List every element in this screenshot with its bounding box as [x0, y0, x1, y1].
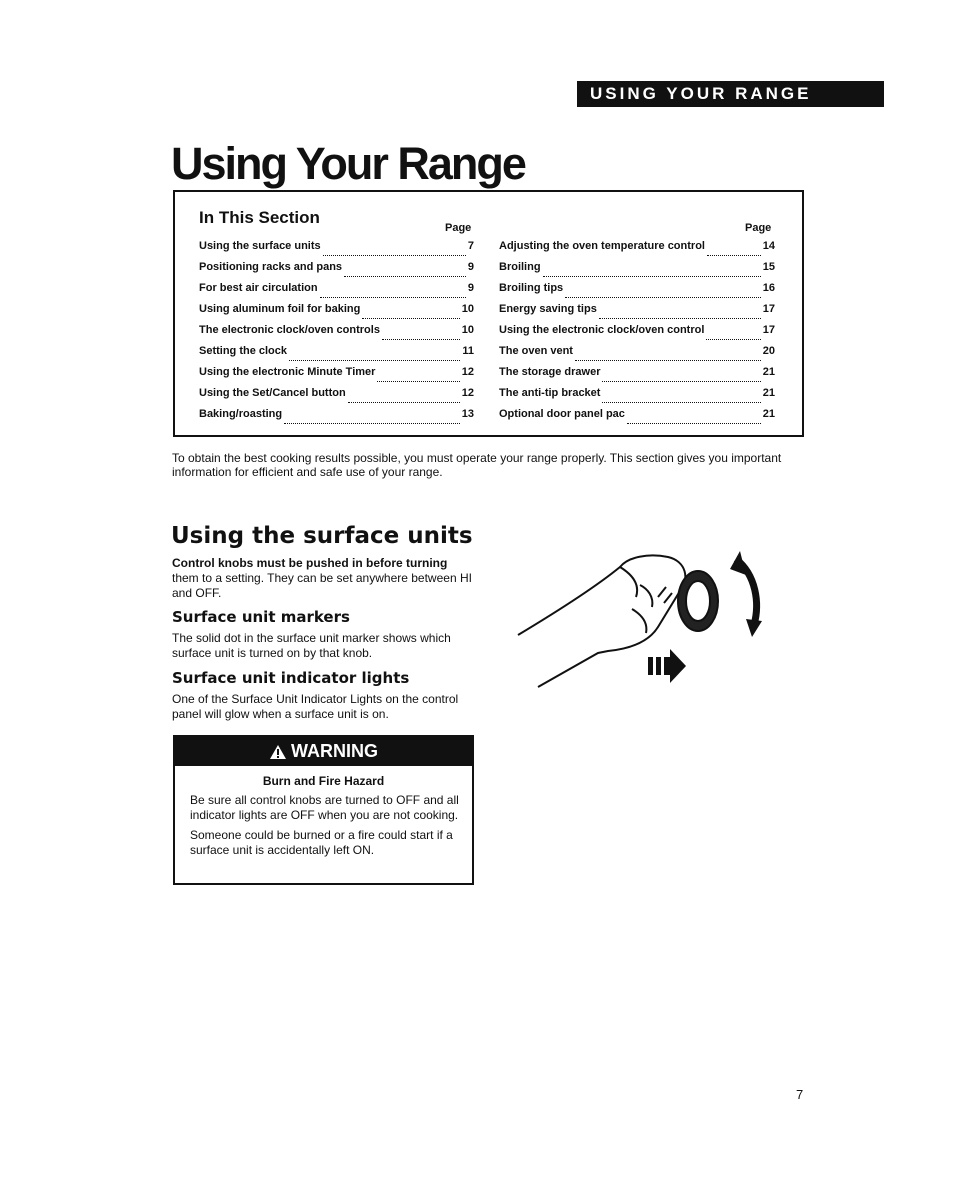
toc-item [499, 366, 775, 387]
toc-item-title: Using aluminum foil for baking [199, 303, 361, 315]
toc-dot-leader [344, 267, 466, 277]
toc-item-title: Setting the clock [199, 345, 288, 357]
section-tab: USING YOUR RANGE [577, 81, 884, 107]
toc-item-title: The storage drawer [499, 366, 601, 378]
toc-item-title: Using the surface units [199, 240, 321, 252]
toc-item-page: 9 [467, 261, 474, 273]
toc-dot-leader [706, 330, 760, 340]
toc-item-title: Energy saving tips [499, 303, 597, 315]
lights-text: One of the Surface Unit Indicator Lights on the control panel will glow when a surface unit is on. [172, 692, 459, 721]
warning-label: WARNING [291, 741, 378, 761]
toc-item-page: 11 [462, 345, 474, 357]
toc-item-title: Optional door panel pac [499, 408, 625, 420]
knob-instructions-lead: Control knobs must be pushed in before turning [172, 556, 448, 570]
toc-dot-leader [599, 309, 761, 319]
toc-dot-leader [543, 267, 761, 277]
toc-item-title: Baking/roasting [199, 408, 283, 420]
toc-item [499, 261, 775, 282]
warning-text-2: Someone could be burned or a fire could start if a surface unit is accidentally left ON. [190, 828, 453, 857]
toc-dot-leader [289, 351, 460, 361]
toc-dot-leader [575, 351, 761, 361]
toc-item [199, 408, 474, 429]
toc-dot-leader [320, 288, 466, 298]
toc-item [199, 240, 474, 261]
toc-item-title: The oven vent [499, 345, 573, 357]
toc-item [199, 261, 474, 282]
toc-item-title: Positioning racks and pans [199, 261, 343, 273]
toc-item-page: 14 [762, 240, 775, 252]
page-title: Using Your Range [171, 138, 525, 189]
knob-instructions-rest: them to a setting. They can be set anywhere between HI and OFF. [172, 571, 472, 600]
toc-item-title: Broiling [499, 261, 541, 273]
toc-item [499, 387, 775, 408]
toc-dot-leader [602, 372, 760, 382]
toc-item [199, 345, 474, 366]
toc-item [499, 408, 775, 429]
toc-item-page: 17 [762, 303, 775, 315]
toc-item-page: 9 [467, 282, 474, 294]
toc-dot-leader [362, 309, 459, 319]
toc-item [199, 387, 474, 408]
toc-dot-leader [382, 330, 460, 340]
toc-item [199, 303, 474, 324]
toc-item [499, 282, 775, 303]
toc-item-page: 13 [461, 408, 474, 420]
toc-page-header-right: Page [745, 222, 772, 234]
markers-heading: Surface unit markers [172, 608, 350, 626]
warning-hazard: Burn and Fire Hazard [262, 774, 385, 788]
warning-banner [175, 737, 472, 766]
toc-item [499, 303, 775, 324]
toc-item-title: Broiling tips [499, 282, 564, 294]
toc-item-page: 10 [461, 303, 474, 315]
toc-item-page: 21 [762, 408, 775, 420]
toc-item-title: The anti-tip bracket [499, 387, 601, 399]
toc-item-page: 21 [762, 366, 775, 378]
knob-instructions [172, 556, 472, 601]
toc-page-header-left: Page [445, 222, 472, 234]
toc-heading: In This Section [199, 208, 320, 227]
page-number: 7 [796, 1087, 804, 1102]
toc-dot-leader [627, 414, 761, 424]
hand-turning-knob-illustration [508, 545, 788, 705]
toc-dot-leader [602, 393, 760, 403]
toc-item-page: 17 [762, 324, 775, 336]
toc-item [199, 282, 474, 303]
warning-text-1: Be sure all control knobs are turned to OFF and all indicator lights are OFF when you are not cooking. [190, 793, 459, 822]
toc-item [199, 366, 474, 387]
intro-paragraph: To obtain the best cooking results possible, you must operate your range properly. This section gives you important information for efficient and safe use of your range. [172, 451, 782, 479]
toc-item [499, 324, 775, 345]
toc-item [199, 324, 474, 345]
toc-item-title: For best air circulation [199, 282, 318, 294]
toc-dot-leader [565, 288, 761, 298]
toc-item-page: 12 [461, 366, 474, 378]
toc-dot-leader [284, 414, 460, 424]
toc-item-page: 7 [467, 240, 474, 252]
warning-triangle-icon [269, 744, 287, 760]
toc-item-page: 15 [762, 261, 775, 273]
markers-text: The solid dot in the surface unit marker shows which surface unit is turned on by that knob. [172, 631, 451, 660]
toc-item-title: The electronic clock/oven controls [199, 324, 380, 336]
toc-item-page: 10 [461, 324, 474, 336]
toc-item-page: 21 [762, 387, 775, 399]
toc-column-left [199, 240, 474, 429]
toc-box [173, 190, 804, 437]
toc-item-page: 20 [762, 345, 775, 357]
toc-item-page: 12 [461, 387, 474, 399]
toc-dot-leader [323, 246, 466, 256]
toc-item [499, 345, 775, 366]
section-heading: Using the surface units [171, 523, 473, 549]
warning-box [173, 735, 474, 885]
toc-item-title: Using the electronic clock/oven control [499, 324, 705, 336]
toc-column-right [499, 240, 775, 429]
toc-dot-leader [707, 246, 761, 256]
toc-dot-leader [348, 393, 460, 403]
lights-heading: Surface unit indicator lights [172, 669, 410, 687]
toc-item-page: 16 [762, 282, 775, 294]
toc-item-title: Adjusting the oven temperature control [499, 240, 705, 252]
toc-item-title: Using the Set/Cancel button [199, 387, 346, 399]
toc-dot-leader [377, 372, 459, 382]
toc-item [499, 240, 775, 261]
toc-item-title: Using the electronic Minute Timer [199, 366, 376, 378]
